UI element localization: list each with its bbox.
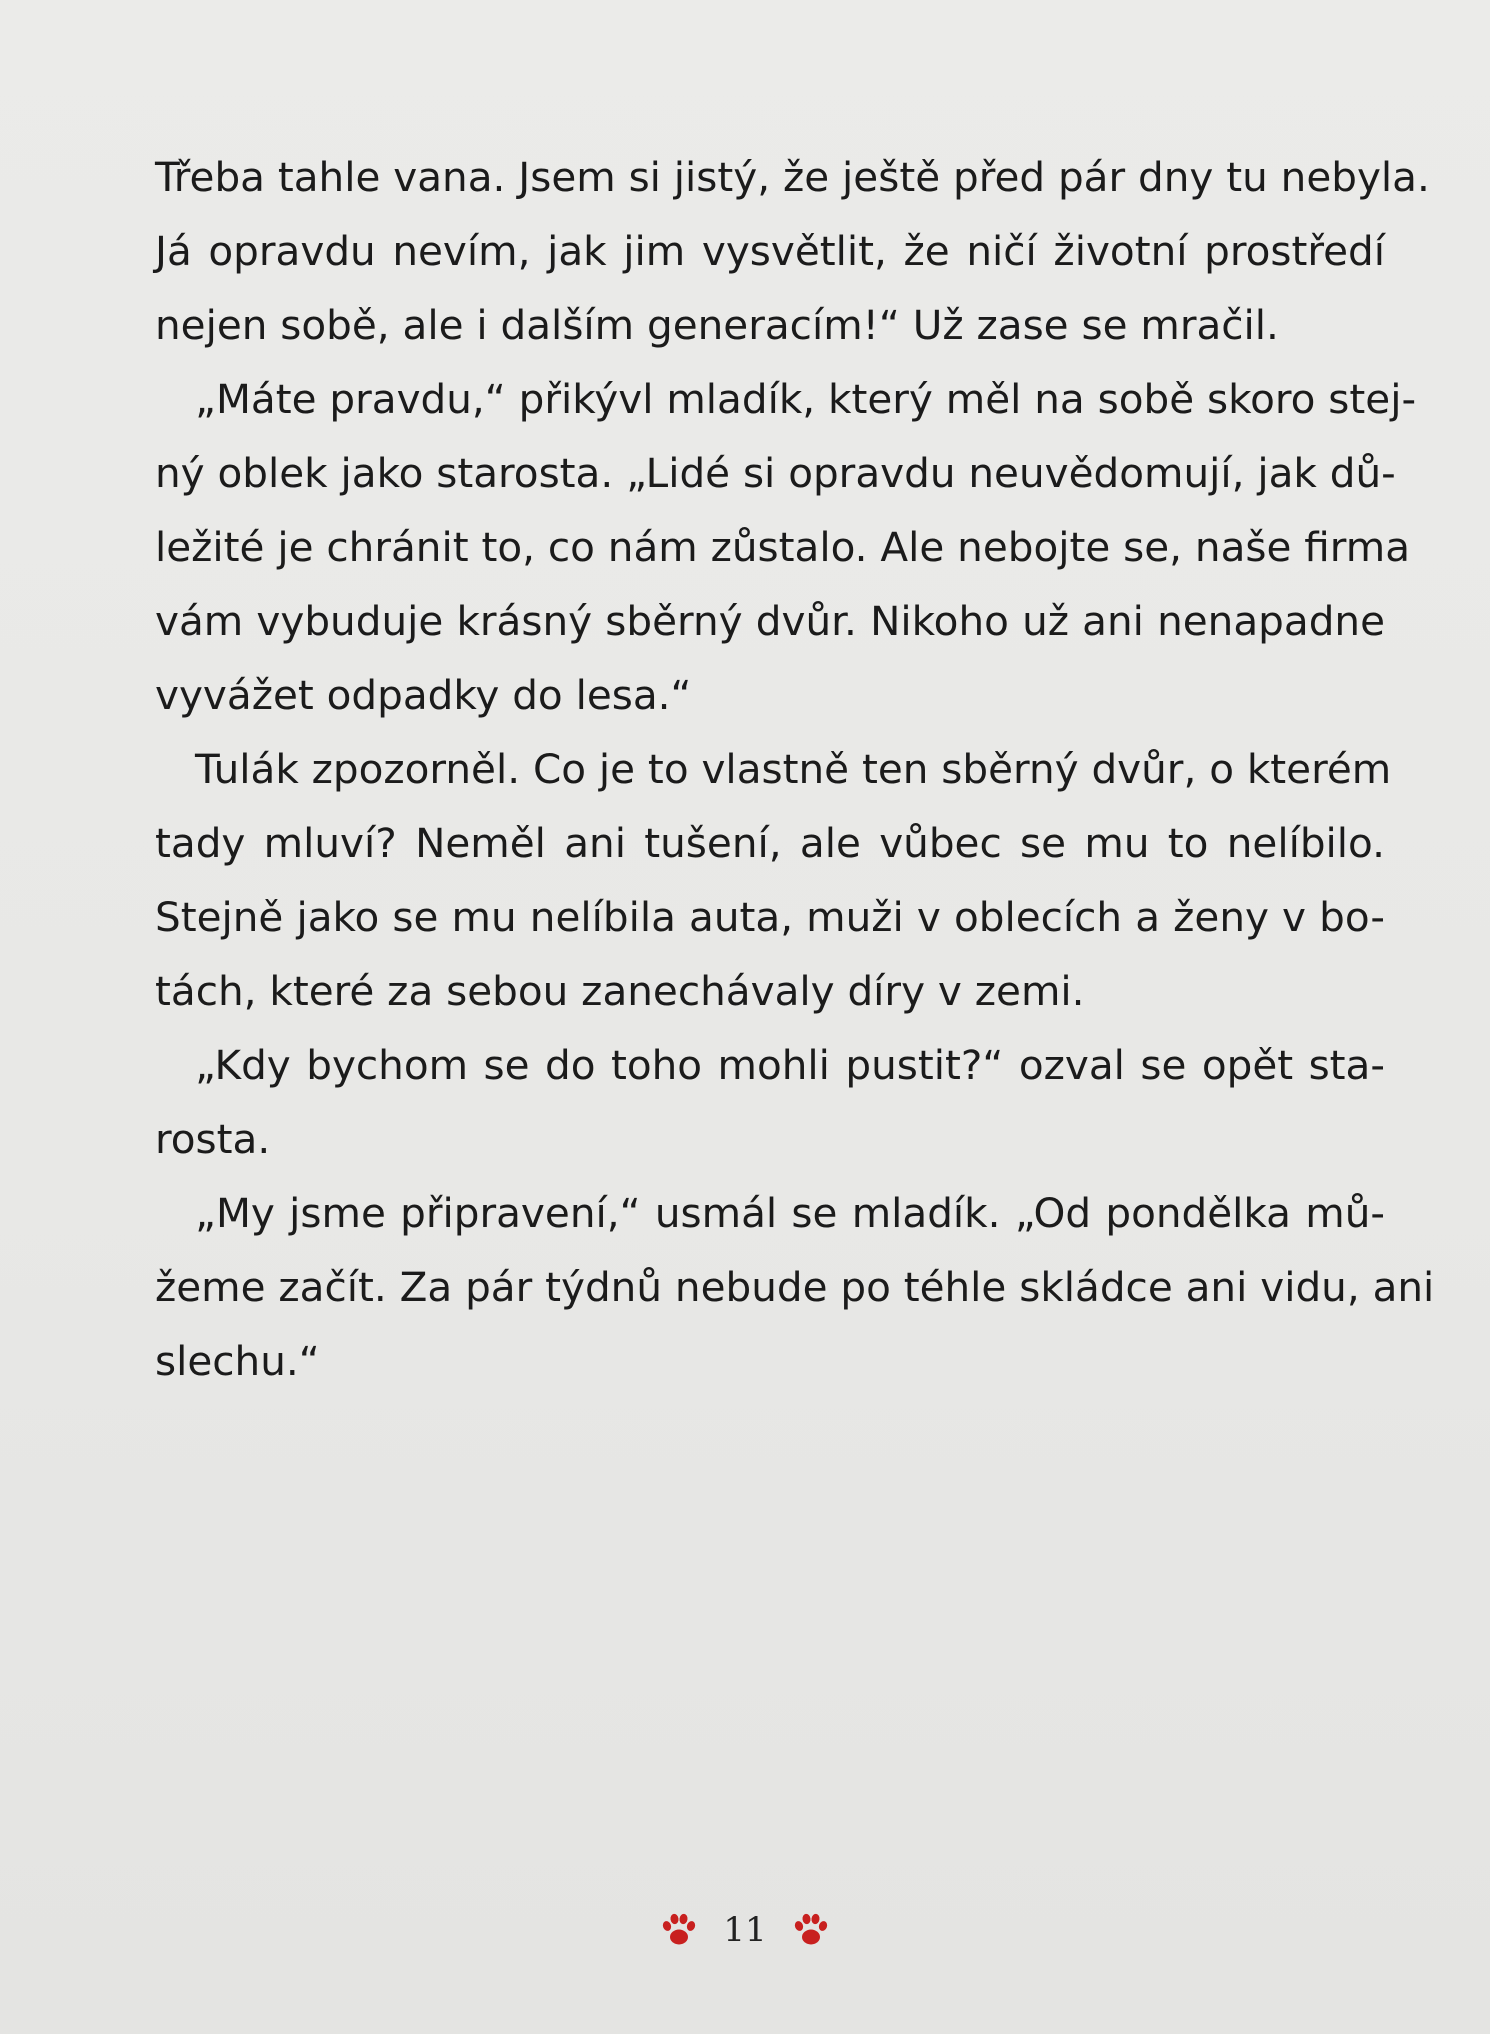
text-line: „My jsme připravení,“ usmál se mladík. „Od pondělka mů- (195, 1189, 1385, 1237)
text-line: ný oblek jako starosta. „Lidé si opravdu neuvědomují, jak dů- (155, 449, 1396, 497)
paw-print-icon (659, 1910, 699, 1950)
text-line: „Kdy bychom se do toho mohli pustit?“ ozval se opět sta- (195, 1041, 1385, 1089)
page-footer (0, 1900, 1490, 1960)
paw-print-icon (791, 1910, 831, 1950)
text-line: rosta. (155, 1115, 271, 1163)
text-line: vyvážet odpadky do lesa.“ (155, 671, 692, 719)
text-line: tách, které za sebou zanechávaly díry v zemi. (155, 967, 1085, 1015)
text-line: „Máte pravdu,“ přikývl mladík, který měl na sobě skoro stej- (195, 375, 1417, 423)
body-text (155, 140, 1435, 1398)
text-line: Třeba tahle vana. Jsem si jistý, že ještě před pár dny tu nebyla. (155, 153, 1430, 201)
text-line: Já opravdu nevím, jak jim vysvětlit, že ničí životní prostředí (155, 227, 1385, 275)
text-line: žeme začít. Za pár týdnů nebude po téhle skládce ani vidu, ani (155, 1263, 1435, 1311)
text-line: Stejně jako se mu nelíbila auta, muži v oblecích a ženy v bo- (155, 893, 1385, 941)
text-line: nejen sobě, ale i dalším generacím!“ Už zase se mračil. (155, 301, 1279, 349)
text-line: Tulák zpozorněl. Co je to vlastně ten sběrný dvůr, o kterém (195, 745, 1392, 793)
text-line: ležité je chránit to, co nám zůstalo. Ale nebojte se, naše firma (155, 523, 1411, 571)
text-line: tady mluví? Neměl ani tušení, ale vůbec se mu to nelíbilo. (155, 819, 1385, 867)
text-line: vám vybuduje krásný sběrný dvůr. Nikoho už ani nenapadne (155, 597, 1385, 645)
page-number: 11 (723, 1910, 767, 1950)
text-line: slechu.“ (155, 1337, 320, 1385)
